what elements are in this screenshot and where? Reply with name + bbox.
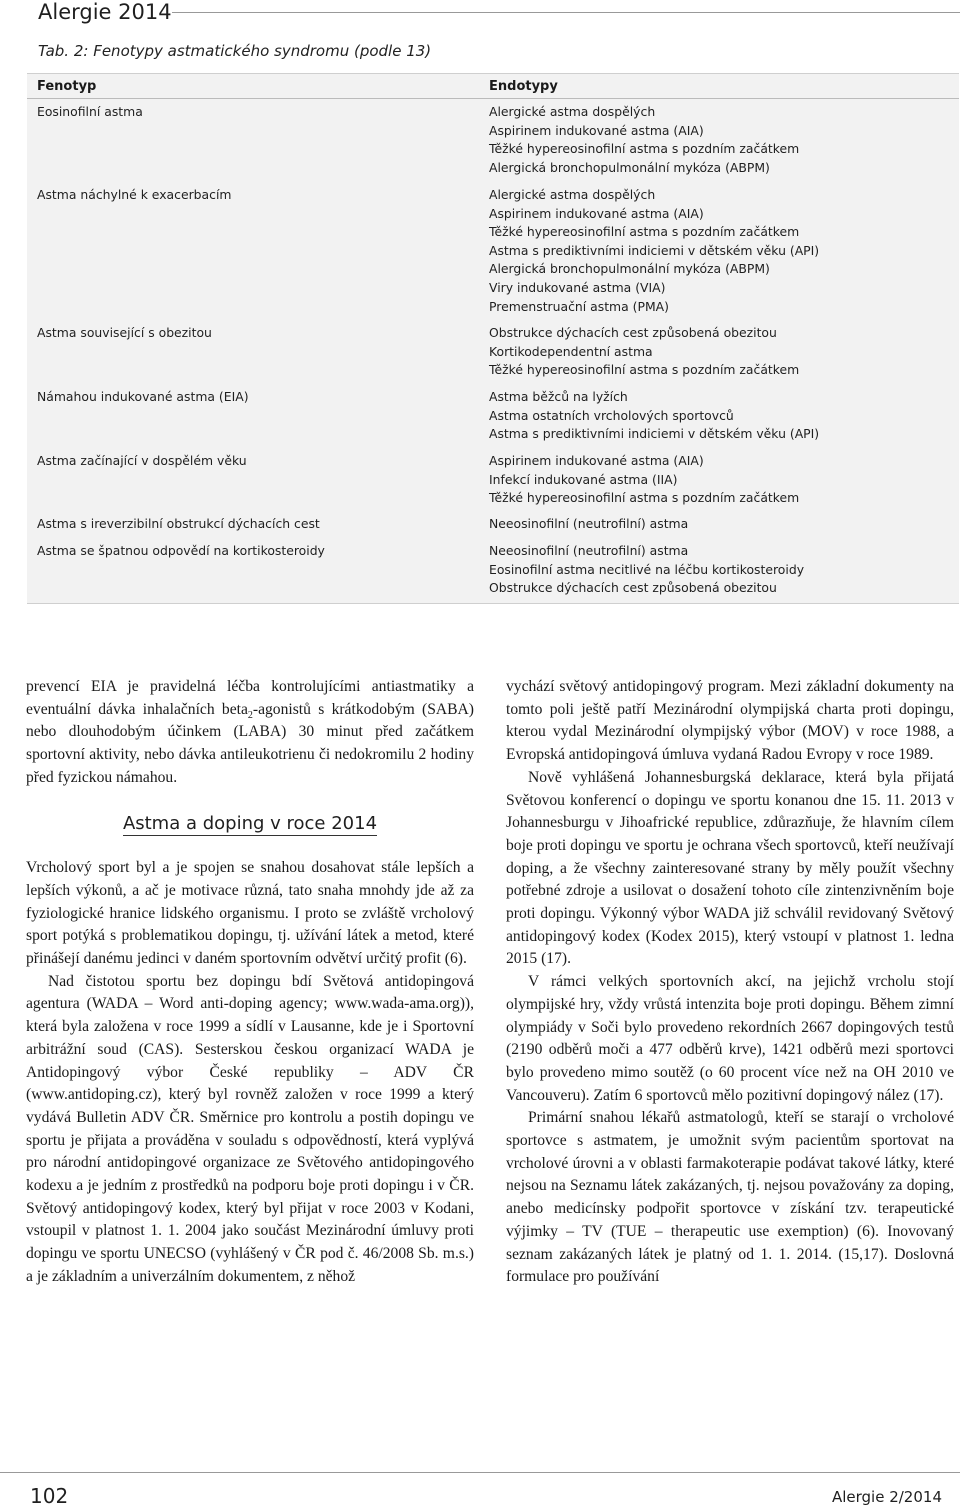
paragraph: Nově vyhlášená Johannesburgská deklarace, která byla přijatá Světovou konferencí o dopingu ve sportu konanou dne 15. 11. 2013 v Johannesburgu v Jihoafrické republice, zdůrazňuje, že hlavním cílem boje proti dopingu ve sportu je ochrana všech sportovců, kteří neužívají doping, a že všechny zainteresované strany by měly použít všechny potřebné zdroje a usilovat o dosažení tohoto cíle zintenzivněním boje proti dopingu. Výkonný výbor WADA již schválil revidovaný Světový antidopingový kodex (Kodex 2015), který vstoupí v platnost 1. ledna 2015 (17). <box>506 768 954 968</box>
endotyp-item: Astma s prediktivními indiciemi v dětském věku (API) <box>489 242 820 258</box>
page-footer <box>0 1470 960 1512</box>
endotyp-item: Aspirinem indukované astma (AIA) <box>489 453 704 468</box>
endotyp-item: Alergická bronchopulmonální mykóza (ABPM) <box>489 159 770 175</box>
table-header-fenotyp: Fenotyp <box>37 79 97 94</box>
table-row-fenotyp: Astma s ireverzibilní obstrukcí dýchacích cest <box>37 516 320 531</box>
endotyp-item: Premenstruační astma (PMA) <box>489 298 669 314</box>
page-header <box>0 0 960 30</box>
paragraph: Primární snahou lékařů astmatologů, kteří se starají o vrcholové sportovce s astmatem, je umožnit svým pacientům sportovat na vrcholové úrovni a v oblasti farmakoterapie podávat takové látky, které nejsou na Seznamu látek zakázaných, tj. nejsou považovány za doping, anebo medicínsky podpořit sportovce v získání tzv. terapeutické výjimky – TV (TUE – therapeutic use exemption) (6). Inovovaný seznam zakázaných látek je platný od 1. 1. 2014. (15,17). Doslovná formulace pro používání <box>506 1109 954 1286</box>
table-row-fenotyp: Astma související s obezitou <box>37 325 212 340</box>
paragraph: Nad čistotou sportu bez dopingu bdí Světová antidopingová agentura (WADA – Word anti-doping agency; www.wada-ama.org)), která byla založena v roce 1999 a sídlí v Lausanne, kde je i Sportovní arbitrážní soud (CAS). Sesterskou českou organizací WADA je Antidopingový výbor České republiky – ADV ČR (www.antidoping.cz), který byl rovněž založen v roce 1999 a který vydává Bulletin ADV ČR. Směrnice pro kontrolu a postih dopingu ve sportu je přijata a prováděna v souladu s odpovědností, která vyplývá pro národní antidopingové organizace ze Světového antidopingového kodexu a je jedním z prostředků na podporu boje proti dopingu i v ČR. Světový antidopingový kodex, který byl přijat v roce 2003 v Kodani, vstoupil v platnost 1. 1. 2004 jako součást Mezinárodní úmluvy proti dopingu ve sportu UNECSO (vyhlášený v ČR pod č. 46/2008 Sb. m.s.) a je základním a univerzálním dokumentem, z něhož <box>26 972 474 1285</box>
table-row-fenotyp: Astma náchylné k exacerbacím <box>37 187 232 202</box>
endotyp-item: Kortikodependentní astma <box>489 343 653 359</box>
subscript: 2 <box>247 709 253 721</box>
table-row-endotypy <box>489 186 949 316</box>
page-number: 102 <box>30 1484 69 1508</box>
table-header-rule <box>27 98 959 99</box>
table-row-endotypy <box>489 515 949 534</box>
endotyp-item: Těžké hypereosinofilní astma s pozdním začátkem <box>489 490 800 506</box>
table-header-endotypy: Endotypy <box>489 79 558 94</box>
endotyp-item: Infekcí indukované astma (IIA) <box>489 471 678 487</box>
table-row-endotypy <box>489 388 949 444</box>
paragraph <box>26 676 474 790</box>
endotyp-item: Aspirinem indukované astma (AIA) <box>489 205 704 221</box>
endotyp-item: Těžké hypereosinofilní astma s pozdním začátkem <box>489 224 800 240</box>
table-row-fenotyp: Eosinofilní astma <box>37 104 143 119</box>
table-row-endotypy <box>489 542 949 598</box>
header-rule <box>172 12 960 13</box>
table-row-fenotyp: Astma se špatnou odpovědí na kortikosteroidy <box>37 543 325 558</box>
left-text-column <box>26 676 474 1289</box>
endotyp-item: Alergické astma dospělých <box>489 104 656 119</box>
endotyp-item: Astma s prediktivními indiciemi v dětském věku (API) <box>489 426 820 442</box>
table-row-fenotyp: Astma začínající v dospělém věku <box>37 453 247 468</box>
right-text-column <box>506 676 954 1289</box>
journal-header-title: Alergie 2014 <box>38 0 172 24</box>
endotyp-item: Obstrukce dýchacích cest způsobená obezitou <box>489 580 777 596</box>
footer-rule <box>0 1472 960 1473</box>
journal-issue: Alergie 2/2014 <box>831 1488 942 1506</box>
endotyp-item: Aspirinem indukované astma (AIA) <box>489 122 704 138</box>
paragraph: V rámci velkých sportovních akcí, na jejichž vrcholu stojí olympijské hry, vždy vrůstá intenzita boje proti dopingu. Během zimní olympiády v Soči bylo provedeno rekordních 2667 dopingových testů (2190 odběrů moči a 477 odběrů krve), 1421 odběrů mezi sportovci bylo provedeno mimo soutěž (o 60 procent více než na OH 2010 ve Vancouveru). Zatím 6 sportovců mělo pozitivní dopingový nález (17). <box>506 973 954 1104</box>
endotyp-item: Neeosinofilní (neutrofilní) astma <box>489 516 689 531</box>
table-row-endotypy <box>489 324 949 380</box>
endotyp-item: Astma běžců na lyžích <box>489 389 628 404</box>
endotyp-item: Eosinofilní astma necitlivé na léčbu kortikosteroidy <box>489 561 805 577</box>
endotyp-item: Alergická bronchopulmonální mykóza (ABPM) <box>489 261 770 277</box>
endotyp-item: Neeosinofilní (neutrofilní) astma <box>489 543 689 558</box>
section-heading <box>26 813 474 836</box>
endotyp-item: Těžké hypereosinofilní astma s pozdním začátkem <box>489 141 800 157</box>
paragraph: Vrcholový sport byl a je spojen se snahou dosahovat stále lepších a lepších výkonů, a ač je motivace různá, tato snaha mnohdy jde až za fyziologické hranice lidského organismu. I proto se zvláště vrcholový sport potýká s problematikou dopingu, tj. užívání látek a metod, které přinášejí danému jedinci v daném sportovním odvětví určitý profit (6). <box>26 859 474 968</box>
table-caption: Tab. 2: Fenotypy astmatického syndromu (podle 13) <box>38 42 432 60</box>
paragraph: vychází světový antidopingový program. Mezi základní dokumenty na tomto poli ještě patří Mezinárodní olympijská charta proti dopingu, kterou vydal Mezinárodní olympijský výbor (MOV) v roce 1988, a Evropská antidopingová úmluva vydaná Radou Evropy v roce 1989. <box>506 678 954 764</box>
table-row-endotypy <box>489 103 949 177</box>
text-span: prevencí EIA je pravidelná léčba kontrolujícími antiastmatiky a eventuální dávka inhalačních beta <box>26 678 474 718</box>
section-heading-text: Astma a doping v roce 2014 <box>122 812 378 834</box>
text-span: -agonistů s krátkodobým (SABA) nebo dlouhodobým účinkem (LABA) 30 minut před začátkem sportovní aktivity, nebo dávka antileukotrienu či nedokromilu 2 hodiny před fyzickou námahou. <box>26 700 474 786</box>
endotyp-item: Astma ostatních vrcholových sportovců <box>489 407 734 423</box>
table-row-fenotyp: Námahou indukované astma (EIA) <box>37 389 249 404</box>
table-row-endotypy <box>489 452 949 508</box>
endotyp-item: Těžké hypereosinofilní astma s pozdním začátkem <box>489 362 800 378</box>
endotyp-item: Obstrukce dýchacích cest způsobená obezitou <box>489 325 777 340</box>
endotyp-item: Alergické astma dospělých <box>489 187 656 202</box>
endotyp-item: Viry indukované astma (VIA) <box>489 279 666 295</box>
